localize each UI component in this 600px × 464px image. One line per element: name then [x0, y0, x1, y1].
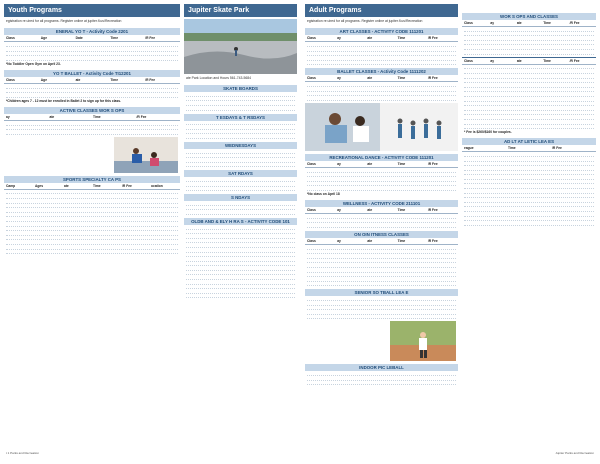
adult-programs-continued-column	[462, 4, 596, 460]
column-header: Time	[397, 208, 406, 212]
skate-park-header: Jupiter Skate Park	[184, 4, 297, 17]
page-footer-left: t 1 Parks and Recreation	[6, 451, 40, 456]
column-header: /R Fee	[145, 77, 156, 82]
adult-sections	[305, 28, 458, 385]
table-body	[4, 84, 180, 98]
program-section	[305, 364, 458, 385]
column-header: Class	[307, 36, 316, 41]
column-header: /R Fee	[569, 21, 580, 25]
column-header: /R Fee	[145, 36, 156, 41]
column-header: Class	[6, 77, 15, 82]
column-header: Ages	[35, 183, 44, 188]
column-header: Class	[6, 36, 15, 41]
youth-programs-header: Youth Programs	[4, 4, 180, 17]
program-section	[184, 85, 297, 110]
column-header: Date	[75, 36, 83, 41]
section-title: WEDNESDAYS	[184, 142, 297, 149]
table-header	[305, 75, 458, 82]
section-note: *No class on April 18	[307, 191, 340, 196]
section-title: SENIOR SO TBALL LEA E	[305, 289, 458, 296]
column-header: ate	[367, 238, 373, 243]
table-header	[305, 35, 458, 42]
section-title: ACTIVE CLASSES WOR S OPS	[4, 107, 180, 114]
column-header: Class	[464, 58, 473, 63]
table-header	[305, 161, 458, 168]
column-header: ay	[337, 208, 341, 212]
column-header: Time	[543, 21, 551, 25]
section-note: * Fee is $260/$160 for couples.	[464, 130, 512, 135]
program-section	[462, 57, 596, 136]
column-header: Time	[93, 183, 101, 188]
table-header	[4, 183, 180, 190]
section-title: INDOOR PIC LEBALL	[305, 364, 458, 371]
program-section	[184, 194, 297, 215]
column-header: Class	[307, 76, 316, 81]
column-header: ay	[337, 238, 341, 243]
table-body	[184, 92, 297, 110]
column-header: /R Fee	[427, 161, 438, 166]
table-body	[462, 65, 596, 129]
column-header: Class	[464, 21, 473, 25]
skate-park-column	[184, 4, 297, 460]
adult-continued-sections	[462, 13, 596, 226]
adult-programs-header: Adult Programs	[305, 4, 458, 17]
table-row	[186, 210, 295, 215]
section-title: ART CLASSES - ACTIVITY CODE 111201	[305, 28, 458, 35]
program-section	[184, 218, 297, 299]
table-header	[4, 114, 180, 121]
section-title: BALLET CLASSES - Activity Code 1111202	[305, 68, 458, 75]
column-header: Time	[397, 76, 406, 81]
section-title: SPORTS SPECIALTY CA PS	[4, 176, 180, 183]
column-header: Time	[110, 77, 119, 82]
adult-continued-header	[462, 4, 596, 10]
program-section	[4, 28, 180, 67]
column-header: Time	[397, 238, 406, 243]
column-header: /R Fee	[427, 76, 438, 81]
section-title: T ESDAYS & T RSDAYS	[184, 114, 297, 121]
program-section	[4, 70, 180, 104]
table-header	[305, 238, 458, 245]
column-header: ate	[367, 36, 373, 41]
column-header: Time	[508, 146, 516, 151]
section-title: YO T BALLET - Activity Code TI12201	[4, 70, 180, 77]
section-note: *No Toddler Open Gym on April 23.	[6, 61, 61, 66]
table-body	[184, 149, 297, 167]
table-body	[305, 82, 458, 100]
column-header: Camp	[6, 183, 16, 188]
column-header: Class	[307, 238, 316, 243]
section-title: SKATE BOARDS	[184, 85, 297, 92]
adult-intro-text: egistration re uired for all programs. Register online at jupiter.fl.us/Recreation	[307, 19, 423, 23]
table-body	[305, 296, 458, 319]
skate-park-text: ate Park Location and Hours 561-743-5684	[186, 76, 252, 80]
program-section	[305, 289, 458, 319]
column-header: ay	[490, 58, 495, 63]
column-header: /R Fee	[427, 238, 438, 243]
table-row	[307, 381, 456, 386]
column-header: ocation	[151, 183, 163, 188]
skate-park-sections	[184, 85, 297, 298]
column-header: Age	[40, 36, 48, 41]
section-title: OLDB AND & ELY H RA S - ACTIVITY CODE 101	[184, 218, 297, 225]
dance-class-photo	[305, 103, 458, 151]
skate-park-photo	[184, 19, 297, 74]
column-header: Class	[307, 161, 316, 166]
column-header: /R Fee	[122, 183, 132, 188]
program-section	[184, 142, 297, 167]
section-note: *Children ages 7 - 12 must be enrolled in Ballet 2 to sign up for this class.	[6, 98, 122, 103]
table-body	[184, 225, 297, 299]
table-row	[186, 134, 295, 139]
table-header	[305, 207, 458, 214]
table-row	[6, 130, 178, 135]
section-title: WELLNESS - ACTIVITY CODE 211101	[305, 200, 458, 207]
column-header: ay	[337, 161, 341, 166]
table-row	[186, 163, 295, 168]
table-body	[184, 177, 297, 191]
table-body	[4, 190, 180, 254]
table-row	[307, 61, 456, 66]
column-header: ay	[337, 76, 341, 81]
section-title: ENERAL YO T - Activity Code 2201	[4, 28, 180, 35]
section-title: WOR S OPS AND CLASSES	[462, 13, 596, 20]
column-header: /R Fee	[569, 58, 580, 63]
program-section	[462, 138, 596, 226]
kids-activity-photo	[4, 137, 180, 173]
column-header: /R Fee	[427, 208, 438, 212]
table-row	[307, 223, 456, 228]
section-title: SAT RDAYS	[184, 170, 297, 177]
table-header	[4, 77, 180, 84]
column-header: Time	[110, 36, 119, 41]
column-header: ay	[490, 21, 495, 25]
table-header	[462, 145, 596, 152]
program-section	[305, 200, 458, 228]
column-header: ay	[6, 114, 10, 119]
table-header	[462, 58, 596, 65]
table-body	[305, 42, 458, 65]
program-section	[305, 68, 458, 100]
column-header: /R Fee	[552, 146, 562, 151]
table-body	[305, 214, 458, 228]
column-header: Class	[307, 208, 316, 212]
table-row	[6, 250, 178, 255]
page-footer-right: Jupiter Parks and Recreation	[555, 451, 594, 456]
table-body	[462, 152, 596, 226]
program-section	[4, 107, 180, 135]
column-header: Time	[543, 58, 551, 63]
table-body	[4, 42, 180, 60]
program-section	[305, 231, 458, 286]
table-body	[462, 27, 596, 55]
column-header: ate	[367, 208, 373, 212]
youth-sections	[4, 28, 180, 254]
column-header: ate	[64, 183, 69, 188]
section-title: RECREATIONAL DANCE - ACTIVITY CODE 111201	[305, 154, 458, 161]
program-section	[462, 13, 596, 55]
column-header: /R Fee	[136, 114, 147, 119]
column-header: Time	[397, 161, 406, 166]
column-header: ate	[516, 21, 522, 25]
table-row	[186, 187, 295, 192]
table-body	[305, 371, 458, 385]
table-body	[305, 245, 458, 286]
column-header: ate	[49, 114, 55, 119]
column-header: ate	[367, 161, 373, 166]
table-header	[4, 35, 180, 42]
column-header: /R Fee	[427, 36, 438, 41]
column-header: ay	[337, 36, 341, 41]
softball-photo	[305, 321, 458, 361]
program-section	[184, 170, 297, 191]
table-body	[305, 168, 458, 191]
section-title: AD LT AT LETIC LEA ES	[462, 138, 596, 145]
column-header: Time	[93, 114, 101, 119]
table-row	[307, 315, 456, 320]
table-row	[307, 96, 456, 101]
table-body	[184, 121, 297, 139]
column-header: ate	[367, 76, 373, 81]
table-row	[464, 50, 594, 55]
table-header	[462, 20, 596, 27]
table-body	[184, 201, 297, 215]
section-title: ON OIN ITNESS CLASSES	[305, 231, 458, 238]
program-section	[184, 114, 297, 139]
column-header: Time	[397, 36, 406, 41]
program-section	[4, 176, 180, 254]
table-row	[186, 106, 295, 111]
column-header: Age	[40, 77, 48, 82]
column-header: ate	[516, 58, 522, 63]
youth-programs-column	[4, 4, 180, 460]
table-row	[464, 221, 594, 226]
adult-programs-column	[305, 4, 458, 460]
table-body	[4, 121, 180, 135]
column-header: eague	[464, 146, 474, 151]
program-section	[305, 154, 458, 197]
youth-intro-text: egistration re uired for all programs. Register online at jupiter.fl.us/Recreation	[6, 19, 122, 23]
table-row	[307, 282, 456, 287]
section-title: S NDAYS	[184, 194, 297, 201]
column-header: ate	[75, 77, 81, 82]
table-row	[186, 294, 295, 299]
program-section	[305, 28, 458, 65]
